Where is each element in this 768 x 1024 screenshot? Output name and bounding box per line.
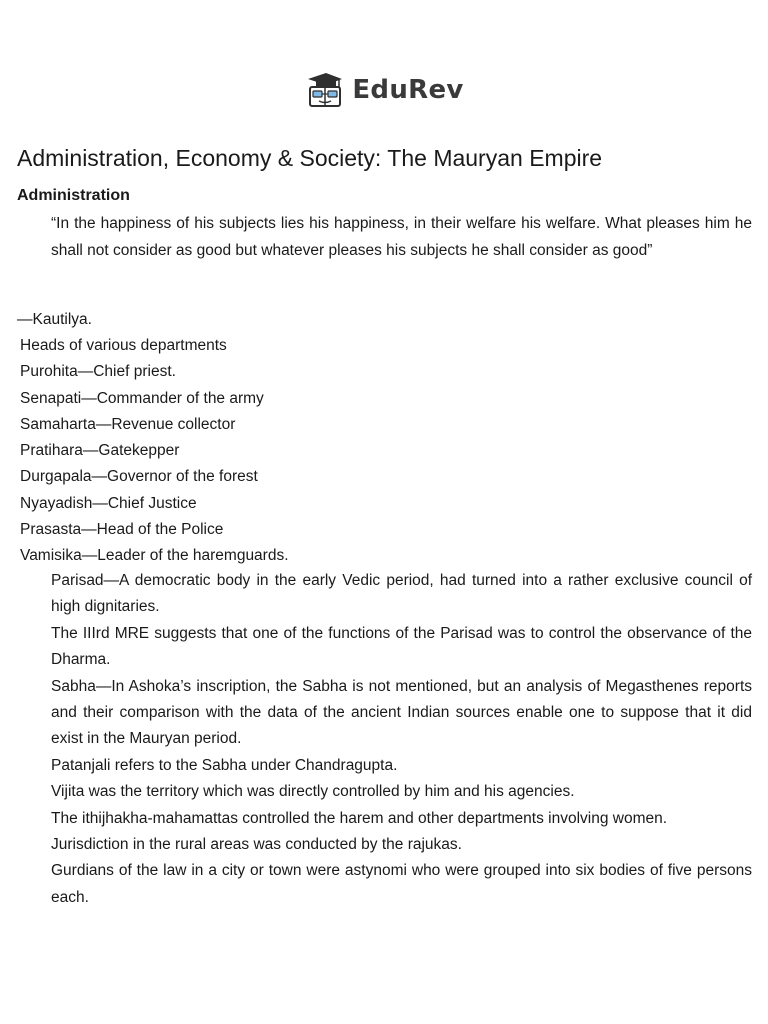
list-item: Senapati—Commander of the army xyxy=(20,389,264,407)
departments-list xyxy=(20,333,289,570)
list-item: Heads of various departments xyxy=(20,337,227,354)
list-item: Prasasta—Head of the Police xyxy=(20,521,224,539)
page-title: Administration, Economy & Society: The Mauryan Empire xyxy=(17,145,603,171)
paragraph: Jurisdiction in the rural areas was conducted by the rajukas. xyxy=(51,836,462,854)
brand-name: EduRev xyxy=(352,75,464,105)
paragraph: Parisad—A democratic body in the early Vedic period, had turned into a rather exclusive council of high dignitaries. xyxy=(51,572,752,616)
paragraph: Sabha—In Ashoka’s inscription, the Sabha is not mentioned, but an analysis of Megasthenes reports and their comparison with the data of the ancient Indian sources enable one to suppose that it did exist in the Mauryan period. xyxy=(51,677,752,748)
quote-attribution: —Kautilya. xyxy=(17,311,92,328)
kautilya-quote: “In the happiness of his subjects lies his happiness, in their welfare his welfare. What pleases him he shall not consider as good but whatever pleases his subjects he shall consider as good” xyxy=(51,215,752,259)
paragraph: The IIIrd MRE suggests that one of the functions of the Parisad was to control the observance of the Dharma. xyxy=(51,624,752,669)
list-item: Purohita—Chief priest. xyxy=(20,363,176,381)
edurev-logo xyxy=(0,72,768,108)
list-item: Nyayadish—Chief Justice xyxy=(20,494,197,512)
paragraph: Patanjali refers to the Sabha under Chandragupta. xyxy=(51,756,398,774)
body-paragraphs xyxy=(51,568,752,911)
list-item: Durgapala—Governor of the forest xyxy=(20,468,258,486)
paragraph: Gurdians of the law in a city or town were astynomi who were grouped into six bodies of five persons each. xyxy=(51,862,752,906)
section-heading-administration: Administration xyxy=(17,187,130,204)
paragraph: Vijita was the territory which was directly controlled by him and his agencies. xyxy=(51,783,575,801)
list-item: Samaharta—Revenue collector xyxy=(20,415,236,433)
list-item: Pratihara—Gatekepper xyxy=(20,442,180,460)
paragraph: The ithijhakha-mahamattas controlled the harem and other departments involving women. xyxy=(51,809,668,827)
list-item: Vamisika—Leader of the haremguards. xyxy=(20,547,289,565)
graduation-cap-book-icon xyxy=(304,72,344,108)
